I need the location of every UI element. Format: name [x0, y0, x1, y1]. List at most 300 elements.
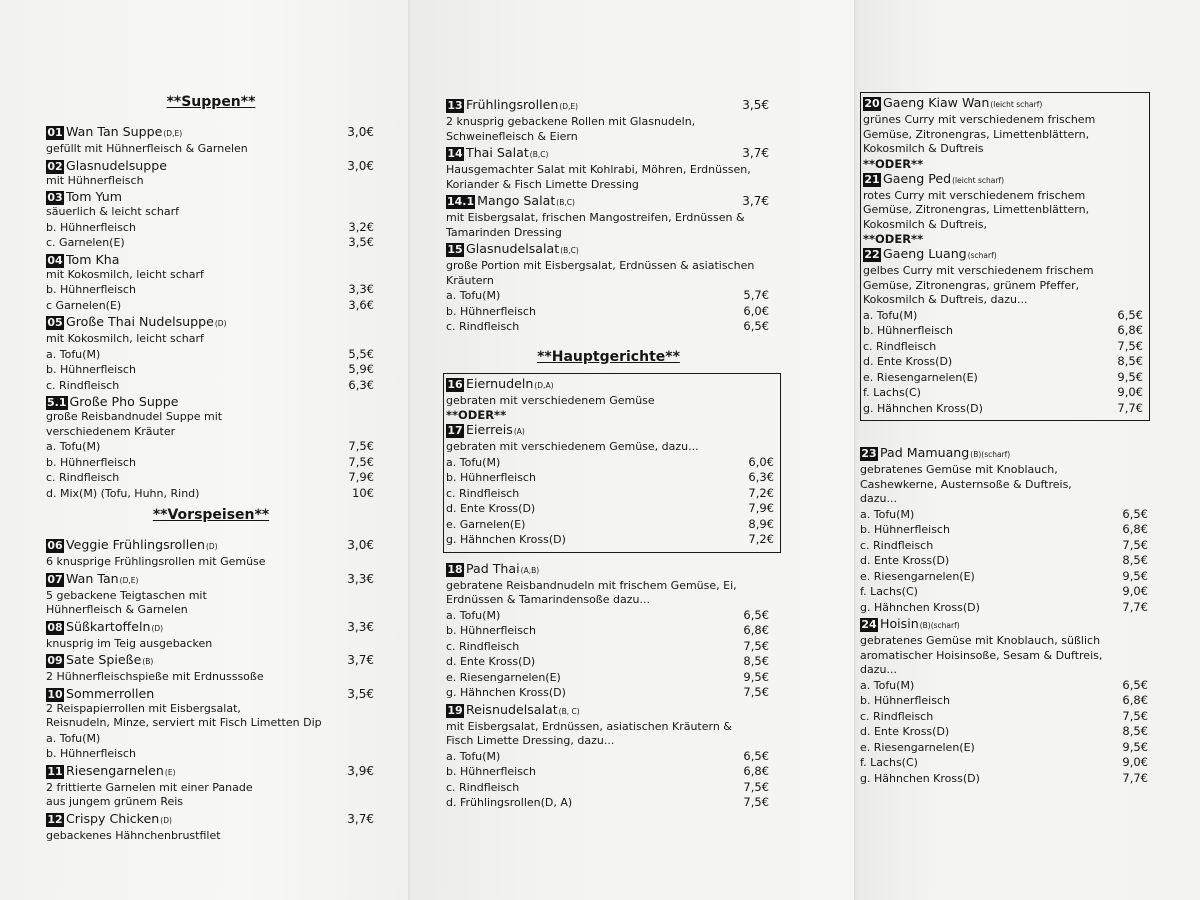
item-description: Reisnudeln, Minze, serviert mit Fisch Limetten Dip	[46, 716, 322, 729]
option-label: a. Tofu(M)	[46, 731, 101, 745]
option-label: c. Rindfleisch	[863, 339, 937, 353]
suppen-list	[46, 124, 376, 501]
option-label: e. Riesengarnelen(E)	[860, 569, 975, 583]
option-label: e. Riesengarnelen(E)	[446, 670, 561, 684]
item-16	[446, 376, 776, 394]
menu-item-11	[46, 763, 376, 810]
option-price: 8,5€	[1122, 553, 1148, 567]
option-label: e. Riesengarnelen(E)	[860, 740, 975, 754]
price-option	[46, 746, 376, 762]
item-number: 19	[447, 703, 463, 717]
option-price: 8,5€	[1122, 724, 1148, 738]
oder-label: **ODER**	[863, 156, 924, 171]
option-label: c. Rindfleisch	[46, 471, 120, 484]
price-option	[446, 501, 776, 517]
price-option	[446, 304, 771, 320]
item-price: 3,7€	[742, 146, 769, 160]
item-name: Tom Yum	[66, 189, 123, 204]
item-number: 17	[447, 424, 463, 437]
allergen-tag: (B,C)	[556, 198, 575, 207]
item-description: große Portion mit Eisbergsalat, Erdnüssen & asiatischen	[446, 259, 755, 272]
menu-item-24	[860, 616, 1150, 786]
option-label: b. Hühnerfleisch	[46, 363, 136, 376]
option-label: g. Hähnchen Kross(D)	[860, 600, 980, 614]
item-description: dazu...	[860, 663, 897, 676]
menu-item-18	[446, 561, 771, 701]
price-option	[863, 401, 1145, 417]
option-label: a. Tofu(M)	[46, 347, 101, 361]
price-option	[860, 553, 1150, 569]
item-number: 08	[47, 620, 63, 634]
spice-tag: (scharf)	[967, 251, 997, 260]
menu-item-01	[46, 124, 376, 157]
price-option	[863, 354, 1145, 370]
option-price: 7,5€	[1122, 708, 1148, 723]
item-description: Kräutern	[446, 273, 494, 287]
item-description: gebratenes Gemüse mit Knoblauch,	[860, 463, 1058, 476]
option-label: d. Ente Kross(D)	[860, 725, 950, 738]
item-name: Pad Mamuang	[880, 445, 970, 460]
option-label: f. Lachs(C)	[863, 386, 921, 399]
price-option	[46, 362, 376, 378]
price-option	[860, 538, 1150, 554]
option-label: a. Tofu(M)	[46, 440, 101, 453]
option-price: 10€	[352, 485, 374, 500]
item-number: 07	[47, 572, 63, 586]
item-description: gebratene Reisbandnudeln mit frischem Gemüse, Ei,	[446, 578, 737, 592]
allergen-tag: (D)	[214, 319, 227, 328]
option-label: c Garnelen(E)	[46, 298, 122, 312]
item-header	[446, 97, 771, 115]
item-price: 3,5€	[347, 686, 374, 701]
option-price: 6,5€	[743, 607, 769, 622]
item-price: 3,9€	[347, 763, 374, 778]
item-17	[446, 422, 776, 440]
option-label: c. Rindfleisch	[46, 378, 120, 392]
item-header	[446, 241, 771, 259]
option-label: g. Hähnchen Kross(D)	[446, 686, 566, 699]
option-price: 9,0€	[1122, 584, 1148, 598]
price-option	[863, 385, 1145, 401]
option-price: 7,5€	[743, 638, 769, 653]
item-name: Thai Salat	[466, 145, 529, 160]
price-option	[46, 378, 376, 394]
item-number: 06	[47, 539, 63, 552]
price-option	[446, 470, 776, 486]
item-description: aromatischer Hoisinsoße, Sesam & Duftreis,	[860, 648, 1103, 662]
option-price: 5,9€	[348, 362, 374, 376]
price-option	[860, 569, 1150, 585]
item-number: 01	[47, 126, 63, 139]
menu-item-22	[863, 246, 1145, 264]
price-option	[860, 740, 1150, 756]
item-header	[446, 561, 771, 579]
price-option	[46, 439, 376, 455]
item-header	[46, 571, 376, 589]
spice-tag: (leicht scharf)	[952, 175, 1005, 185]
option-label: d. Ente Kross(D)	[446, 655, 536, 668]
price-option	[446, 623, 771, 639]
allergen-tag: (B)	[142, 657, 154, 666]
menu-item-06	[46, 537, 376, 570]
price-option	[860, 678, 1150, 694]
item-description: gebackenes Hähnchenbrustfilet	[46, 828, 221, 842]
option-label: a. Tofu(M)	[860, 507, 915, 521]
item-description: säuerlich & leicht scharf	[46, 205, 180, 218]
item-number: 02	[47, 159, 63, 173]
item-price: 3,3€	[347, 571, 374, 586]
oder-label: **ODER**	[863, 232, 924, 246]
option-price: 7,5€	[348, 439, 374, 453]
option-label: c. Rindfleisch	[860, 709, 934, 723]
item-header	[46, 652, 376, 670]
item-name: Veggie Frühlingsrollen	[66, 537, 205, 552]
hauptgerichte-heading: **Hauptgerichte**	[537, 348, 680, 365]
price-option	[46, 470, 376, 486]
price-option	[46, 455, 376, 471]
mains-list	[446, 561, 771, 811]
item-description: mit Kokosmilch, leicht scharf	[46, 332, 204, 345]
item-header	[446, 193, 771, 211]
item-name: Mango Salat	[477, 193, 556, 208]
allergen-tag: (D,E)	[163, 129, 183, 138]
item-header	[46, 124, 376, 142]
spice-tag: (leicht scharf)	[990, 100, 1043, 109]
price-option	[860, 522, 1150, 538]
option-price: 7,5€	[1117, 338, 1143, 353]
price-option	[446, 486, 776, 502]
price-option	[46, 220, 376, 236]
item-name: Pad Thai	[466, 560, 520, 576]
option-label: d. Mix(M) (Tofu, Huhn, Rind)	[46, 486, 200, 500]
option-label: d. Ente Kross(D)	[863, 355, 953, 368]
item-number: 03	[47, 191, 63, 204]
menu-item-10	[46, 686, 376, 762]
option-price: 8,5€	[1117, 354, 1143, 368]
menu-item-13	[446, 97, 771, 144]
item-description: gebraten mit verschiedenem Gemüse, dazu...	[446, 440, 699, 453]
menu-item-08	[46, 619, 376, 652]
item-price: 3,7€	[347, 653, 374, 667]
menu-item-03	[46, 189, 376, 251]
option-price: 6,5€	[1122, 506, 1148, 521]
item-description: Fisch Limette Dressing, dazu...	[446, 734, 615, 747]
option-label: d. Ente Kross(D)	[860, 554, 950, 567]
option-label: c. Rindfleisch	[446, 320, 520, 333]
price-option	[446, 795, 771, 811]
item-description: Hühnerfleisch & Garnelen	[46, 603, 188, 616]
item-name: Tom Kha	[66, 251, 120, 267]
option-label: g. Hähnchen Kross(D)	[860, 771, 980, 785]
menu-item-09	[46, 652, 376, 685]
allergen-tag: (D,E)	[119, 575, 139, 585]
option-label: b. Hühnerfleisch	[446, 765, 536, 778]
curry-options	[863, 308, 1145, 417]
option-label: g. Hähnchen Kross(D)	[863, 401, 983, 415]
middle-column	[446, 96, 774, 811]
curry-items	[863, 95, 1145, 308]
item-price: 3,0€	[347, 538, 374, 552]
option-label: e. Garnelen(E)	[446, 517, 526, 531]
item-header	[46, 394, 376, 410]
item-description: Kokosmilch & Duftreis, dazu...	[863, 293, 1028, 306]
item-header	[46, 189, 376, 205]
option-price: 7,2€	[748, 532, 774, 546]
item-price: 3,3€	[347, 619, 374, 634]
option-price: 7,5€	[348, 454, 374, 469]
item-number: 15	[447, 243, 463, 256]
item-description: Kokosmilch & Duftreis,	[863, 217, 988, 231]
item-description: dazu...	[860, 492, 897, 505]
item-name: Sommerrollen	[66, 685, 155, 701]
option-price: 3,2€	[348, 219, 374, 234]
option-label: b. Hühnerfleisch	[860, 694, 950, 707]
option-price: 6,8€	[1122, 522, 1148, 536]
item-name: Gaeng Ped	[883, 170, 952, 186]
item-number: 10	[47, 687, 63, 701]
item-number: 14.1	[447, 195, 475, 208]
menu-item-15	[446, 241, 771, 335]
price-option	[46, 298, 376, 314]
menu-item-21	[863, 171, 1145, 189]
price-option	[46, 235, 376, 251]
price-option	[860, 507, 1150, 523]
option-price: 7,5€	[743, 779, 769, 794]
allergen-tag: (D,A)	[534, 380, 554, 390]
option-label: b. Hühnerfleisch	[46, 455, 136, 469]
item-name: Große Thai Nudelsuppe	[66, 314, 214, 329]
allergen-tag: (B)(scharf)	[970, 450, 1011, 459]
option-price	[374, 746, 376, 762]
item-description: aus jungem grünem Reis	[46, 795, 184, 808]
option-price: 7,7€	[1122, 599, 1148, 614]
item-number: 16	[447, 377, 463, 391]
price-option	[863, 370, 1145, 386]
option-price: 3,3€	[348, 282, 374, 296]
option-label: d. Frühlingsrollen(D, A)	[446, 796, 573, 809]
item-description: 2 frittierte Garnelen mit einer Panade	[46, 780, 253, 794]
price-option	[446, 654, 771, 670]
option-price: 3,5€	[348, 235, 374, 249]
menu-item-05	[46, 314, 376, 393]
option-label: a. Tofu(M)	[860, 678, 915, 692]
item-header	[46, 763, 376, 781]
item-name: Riesengarnelen	[66, 762, 164, 778]
option-label: a. Tofu(M)	[446, 455, 501, 469]
item-name: Gaeng Kiaw Wan	[883, 95, 990, 110]
price-option	[863, 308, 1145, 324]
allergen-tag: (D)	[160, 815, 172, 825]
option-price: 8,5€	[743, 654, 769, 668]
allergen-tag: (D)	[205, 542, 218, 551]
item-description: mit Eisbergsalat, Erdnüssen, asiatischen Kräutern &	[446, 719, 732, 733]
price-option	[446, 319, 771, 335]
price-option	[860, 709, 1150, 725]
item-description: mit Kokosmilch, leicht scharf	[46, 267, 204, 281]
item-price: 3,0€	[347, 125, 374, 139]
item-description: gefüllt mit Hühnerfleisch & Garnelen	[46, 142, 248, 155]
option-price: 6,0€	[748, 454, 774, 469]
option-label: g. Hähnchen Kross(D)	[446, 533, 566, 546]
menu-item-07	[46, 571, 376, 618]
option-label: f. Lachs(C)	[860, 585, 918, 598]
item-number: 12	[47, 812, 63, 826]
price-option	[446, 517, 776, 533]
option-price: 6,5€	[1122, 677, 1148, 692]
item-description: knusprig im Teig ausgebacken	[46, 636, 213, 650]
allergen-tag: (B, C)	[558, 706, 580, 716]
option-price: 6,5€	[1117, 307, 1143, 322]
menu-item-14	[446, 145, 771, 192]
item-description: Koriander & Fisch Limette Dressing	[446, 177, 639, 191]
item-header	[46, 158, 376, 174]
option-price: 7,9€	[748, 501, 774, 515]
option-price: 7,2€	[748, 485, 774, 500]
vorspeisen-list	[46, 537, 376, 843]
item-description: verschiedenem Kräuter	[46, 424, 176, 438]
item-header	[860, 616, 1150, 634]
item-header	[46, 811, 376, 829]
price-option	[446, 685, 771, 701]
price-option	[46, 486, 376, 502]
item-price: 3,7€	[347, 811, 374, 826]
allergen-tag: (D,E)	[559, 102, 579, 111]
option-price: 8,9€	[748, 516, 774, 531]
item-name: Frühlingsrollen	[466, 97, 559, 112]
item-number: 23	[861, 447, 877, 460]
option-label: d. Ente Kross(D)	[446, 502, 536, 515]
price-option	[860, 755, 1150, 771]
option-price: 6,0€	[743, 303, 769, 318]
price-option	[446, 764, 771, 780]
option-price	[374, 731, 376, 747]
allergen-tag: (D)	[151, 623, 164, 633]
item-number: 18	[447, 562, 463, 576]
item-number: 24	[861, 618, 877, 631]
allergen-tag: (E)	[164, 767, 176, 777]
menu-item-12	[46, 811, 376, 844]
option-label: b. Hühnerfleisch	[446, 624, 536, 637]
item-name: Gaeng Luang	[883, 246, 967, 261]
option-price: 6,8€	[743, 764, 769, 778]
item-number: 5.1	[47, 396, 67, 409]
option-price: 9,5€	[743, 669, 769, 684]
item-description: mit Hühnerfleisch	[46, 173, 144, 187]
option-label: a. Tofu(M)	[446, 608, 501, 622]
item-description: Hausgemachter Salat mit Kohlrabi, Möhren, Erdnüssen,	[446, 163, 751, 176]
price-option	[46, 282, 376, 298]
item-description: gebraten mit verschiedenem Gemüse	[446, 393, 655, 407]
menu-item-02	[46, 158, 376, 189]
curry-box	[860, 92, 1150, 421]
option-label: b. Hühnerfleisch	[46, 283, 136, 296]
item-name: Sate Spieße	[66, 652, 142, 667]
item-number: 11	[47, 764, 63, 778]
option-label: c. Rindfleisch	[446, 639, 520, 653]
option-price: 7,7€	[1117, 400, 1143, 415]
item-number: 13	[447, 99, 463, 112]
menu-item-19	[446, 702, 771, 811]
item-price: 3,0€	[347, 158, 374, 173]
allergen-tag: (A,B)	[520, 565, 540, 575]
allergen-tag: (B)(scharf)	[919, 621, 960, 630]
item-price: 3,7€	[742, 194, 769, 208]
price-option	[860, 584, 1150, 600]
item-name: Große Pho Suppe	[69, 394, 179, 409]
price-option	[863, 323, 1145, 339]
menu-item-5-1	[46, 394, 376, 501]
item-number: 14	[447, 147, 463, 160]
option-price: 7,7€	[1122, 770, 1148, 785]
item-header	[46, 619, 376, 637]
item-description: gelbes Curry mit verschiedenem frischem	[863, 264, 1094, 277]
price-option	[860, 693, 1150, 709]
item-number: 04	[47, 253, 63, 267]
item-header	[446, 145, 771, 163]
item-description: Tamarinden Dressing	[446, 225, 562, 239]
item-description: Gemüse, Zitronengras, grünem Pfeffer,	[863, 278, 1080, 292]
item-description: rotes Curry mit verschiedenem frischem	[863, 188, 1086, 202]
price-option	[860, 771, 1150, 787]
option-price: 6,5€	[743, 748, 769, 763]
item-number: 09	[47, 654, 63, 667]
item-header	[46, 686, 376, 702]
item-number: 21	[864, 172, 880, 186]
option-label: c. Rindfleisch	[860, 538, 934, 552]
menu-item-23	[860, 445, 1150, 615]
item-description: grünes Curry mit verschiedenem frischem	[863, 113, 1096, 126]
option-price: 6,5€	[743, 319, 769, 333]
option-price: 5,7€	[743, 288, 769, 302]
item-number: 20	[864, 97, 880, 110]
oder-label: **ODER**	[446, 408, 507, 422]
item-description: 2 Hühnerfleischspieße mit Erdnusssoße	[46, 670, 264, 683]
price-option	[46, 731, 376, 747]
option-price: 9,5€	[1122, 739, 1148, 754]
price-option	[446, 532, 776, 548]
option-label: e. Riesengarnelen(E)	[863, 370, 978, 384]
item-header	[46, 537, 376, 555]
option-label: b. Hühnerfleisch	[863, 324, 953, 337]
price-option	[446, 639, 771, 655]
price-option	[863, 339, 1145, 355]
option-price: 7,5€	[1122, 537, 1148, 552]
item-description: Gemüse, Zitronengras, Limettenblättern,	[863, 203, 1090, 216]
allergen-tag: (A)	[513, 427, 525, 436]
menu-item-14-1	[446, 193, 771, 240]
item-price: 3,5€	[742, 98, 769, 112]
vorspeisen-heading: **Vorspeisen**	[152, 507, 270, 523]
allergen-tag: (B,C)	[560, 246, 579, 255]
item-name: Crispy Chicken	[66, 810, 160, 826]
price-option	[46, 347, 376, 363]
menu-item-04	[46, 252, 376, 314]
allergen-tag: (B,C)	[529, 150, 549, 159]
price-option	[446, 670, 771, 686]
item-description: Gemüse, Zitronengras, Limettenblättern,	[863, 127, 1090, 141]
option-label: b. Hühnerfleisch	[46, 220, 136, 234]
suppen-heading: **Suppen**	[166, 94, 256, 110]
item-description: große Reisbandnudel Suppe mit	[46, 410, 223, 423]
price-option	[446, 780, 771, 796]
option-price: 9,0€	[1122, 755, 1148, 769]
item-name: Eiernudeln	[466, 375, 534, 391]
item-name: Reisnudelsalat	[466, 701, 558, 717]
option-label: c. Rindfleisch	[446, 780, 520, 794]
item-description: mit Eisbergsalat, frischen Mangostreifen, Erdnüssen &	[446, 211, 745, 224]
item-description: Kokosmilch & Duftreis	[863, 142, 984, 155]
item-number: 22	[864, 248, 880, 261]
